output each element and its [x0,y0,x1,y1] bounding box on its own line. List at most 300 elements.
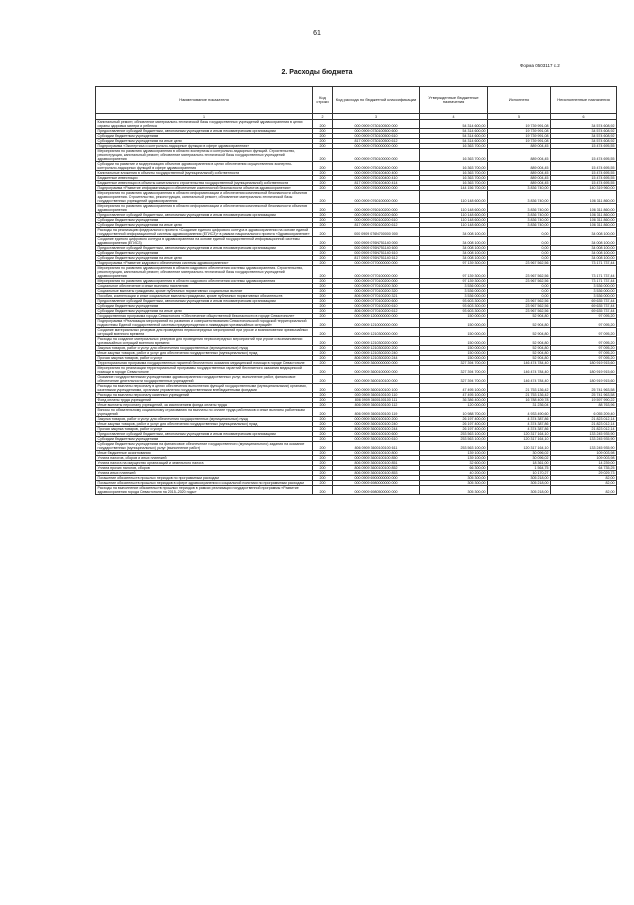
row-line-code: 200 [313,191,333,204]
row-unexecuted: 133 245 935,90 [551,442,617,451]
row-line-code: 200 [313,337,333,346]
column-number: 1 [96,114,313,120]
table-row [96,120,617,129]
row-executed: 3 836 740,00 [488,191,551,204]
row-name: Мероприятия по развитию здравоохранения в области кадрового обеспечения системы здравоохранения [96,279,313,284]
row-executed: 3 836 740,00 [488,186,551,191]
row-executed: 0,00 [488,246,551,251]
row-budget-code: 000 0909 0750100400 000 [333,162,420,171]
row-unexecuted: 97 095,20 [551,337,617,346]
row-approved: 150 000,00 [420,314,488,319]
row-name: Закупка товаров, работ и услуг для обеспечения государственных (муниципальных) нужд [96,346,313,351]
row-executed: 52 904,80 [488,346,551,351]
row-budget-code: 817 0909 0760100200 612 [333,223,420,228]
row-unexecuted: 106 311 860,00 [551,213,617,218]
row-approved: 139 100,00 [420,451,488,456]
column-number: 6 [551,114,617,120]
table-row [96,149,617,162]
row-unexecuted: 180 919 915,60 [551,375,617,384]
row-executed: 889 004,45 [488,149,551,162]
row-unexecuted: 34 574 608,92 [551,134,617,139]
row-line-code: 200 [313,481,333,486]
row-budget-code: 000 0909 0770100000 000 [333,266,420,279]
row-name: Уплата иных платежей [96,471,313,476]
row-line-code: 200 [313,261,333,266]
row-budget-code: 000 0909 3600100100 200 [333,417,420,422]
row-name: Иные выплаты персоналу учреждений, за исключением фонда оплаты труда [96,403,313,408]
row-executed: 52 904,80 [488,337,551,346]
row-line-code: 200 [313,251,333,256]
row-approved: 16 363 700,00 [420,176,488,181]
row-name: Мероприятия по развитию здравоохранения в области экспертизы и контрольно-надзорных функций. Строительство, реконструкция, капитальный ремонт, обновление материально-технической базы государственных учреждений здравоохранения [96,149,313,162]
row-approved: 16 363 700,00 [420,149,488,162]
row-budget-code: 000 0909 3600100100 000 [333,375,420,384]
row-unexecuted: 109 003,98 [551,456,617,461]
row-executed: 30 096,02 [488,456,551,461]
row-line-code: 200 [313,461,333,466]
row-executed: 23 967 562,56 [488,299,551,304]
table-body [96,120,617,495]
row-unexecuted: 73 171 737,44 [551,279,617,284]
row-unexecuted: 34 574 608,92 [551,129,617,134]
row-approved: 54 314 600,00 [420,134,488,139]
row-line-code: 200 [313,328,333,337]
table-row [96,319,617,328]
row-executed: 23 967 562,56 [488,266,551,279]
row-line-code: 200 [313,356,333,361]
row-line-code: 200 [313,176,333,181]
row-approved: 66 300,00 [420,466,488,471]
row-executed: 305 218,00 [488,486,551,495]
row-line-code: 200 [313,346,333,351]
row-approved: 150 000,00 [420,356,488,361]
row-approved: 93 603 300,00 [420,309,488,314]
row-unexecuted: 21 823 012,14 [551,427,617,432]
row-name: Предоставление субсидий бюджетным, автономным учреждениям и иным некоммерческим организациям [96,299,313,304]
row-line-code: 200 [313,314,333,319]
row-name: Субсидии бюджетным учреждениям [96,134,313,139]
row-executed: 0,00 [488,237,551,246]
row-executed: 120 317 164,10 [488,442,551,451]
row-budget-code: 000 0909 3600000000 000 [333,361,420,366]
row-unexecuted: 73 171 737,44 [551,266,617,279]
row-line-code: 200 [313,476,333,481]
row-budget-code: 000 0909 0770000000 000 [333,261,420,266]
row-budget-code: 000 0909 6980000000 000 [333,481,420,486]
row-name: Предоставление субсидий бюджетным, автономным учреждениям и иным некоммерческим организациям [96,246,313,251]
row-unexecuted: 15 474 695,55 [551,176,617,181]
row-name: Мероприятия по развитию здравоохранения в области информатизации и обеспечения комплексной безопасности объектов здравоохранения [96,204,313,213]
row-line-code: 200 [313,366,333,375]
row-budget-code: 000 0909 0760100000 000 [333,191,420,204]
column-number: 5 [488,114,551,120]
row-executed: 52 904,80 [488,319,551,328]
row-line-code: 200 [313,149,333,162]
row-approved: 3 536 000,00 [420,289,488,294]
row-unexecuted: 14 239,00 [551,461,617,466]
row-approved: 150 000,00 [420,346,488,351]
row-line-code: 200 [313,427,333,432]
row-name: Субсидии на развитие и модернизацию объектов здравоохранения в целях обеспечения осуществления экспертно-контрольно-надзорных функций в сфере здравоохранения [96,162,313,171]
row-approved: 26 197 400,00 [420,422,488,427]
row-unexecuted: 3 536 000,00 [551,294,617,299]
row-approved: 26 197 400,00 [420,417,488,422]
row-name: Подпрограмма «Экспертиза и контрольно-надзорные функции в сфере здравоохранения» [96,144,313,149]
row-line-code: 200 [313,299,333,304]
table-row [96,366,617,375]
row-line-code: 200 [313,422,333,427]
table-row [96,186,617,191]
row-budget-code: 000 0909 0760000000 000 [333,186,420,191]
header-budget-code: Код расхода по бюджетной классификации [333,87,420,114]
row-name: Субсидии бюджетным учреждениям на иные цели [96,256,313,261]
row-unexecuted: 34 008 100,00 [551,237,617,246]
row-budget-code: 806 0909 3600100100 244 [333,427,420,432]
row-name: Субсидии бюджетным учреждениям [96,437,313,442]
row-executed: 0,00 [488,251,551,256]
row-line-code: 200 [313,228,333,237]
row-line-code: 200 [313,129,333,134]
row-name: Субсидии бюджетным учреждениям [96,304,313,309]
row-name: Подпрограмма «Реализация мероприятий по развитию и совершенствованию Севастопольской городской территориальной подсистемы Единой государственной системы предупреждения и ликвидации чрезвычайных ситуаций» [96,319,313,328]
row-name: Подпрограмма «Развитие кадрового обеспечения системы здравоохранения» [96,261,313,266]
row-approved: 34 008 100,00 [420,251,488,256]
row-line-code: 200 [313,186,333,191]
header-unexecuted: Неисполненные назначения [551,87,617,114]
header-executed: Исполнено [488,87,551,114]
row-name: Подпрограмма «Развитие информатизации и обеспечение комплексной безопасности объектов здравоохранения» [96,186,313,191]
row-budget-code: 817 0909 076N751140 612 [333,256,420,261]
row-unexecuted: 82,00 [551,486,617,495]
row-executed: 1 564,75 [488,466,551,471]
table-row [96,476,617,481]
table-row [96,461,617,466]
row-executed: 305 218,00 [488,476,551,481]
row-budget-code: 806 0909 3600100100 852 [333,466,420,471]
row-budget-code: 000 0909 0730100500 000 [333,120,420,129]
row-budget-code: 817 0909 0730100500 612 [333,139,420,144]
row-executed: 19 739 991,08 [488,129,551,134]
row-line-code: 200 [313,144,333,149]
row-name: Пособия, компенсации и иные социальные выплаты гражданам, кроме публичных нормативных обязательств [96,294,313,299]
row-name: Расходы на создание материальных резервов для проведения первоочередных мероприятий при угрозе и возникновении чрезвычайных ситуаций военного времени [96,337,313,346]
expenses-table [95,86,617,495]
row-executed: 146 474 784,40 [488,366,551,375]
row-approved: 54 314 600,00 [420,129,488,134]
table-row [96,204,617,213]
row-approved: 139 100,00 [420,456,488,461]
table-row [96,314,617,319]
row-line-code: 200 [313,246,333,251]
row-executed: 120 317 164,10 [488,437,551,442]
table-row [96,384,617,393]
row-budget-code: 000 0909 0760100200 600 [333,213,420,218]
row-line-code: 200 [313,456,333,461]
row-executed: 4 374 387,86 [488,417,551,422]
row-budget-code: 000 0909 0770100200 320 [333,289,420,294]
row-budget-code: 000 0909 076N751140 000 [333,237,420,246]
table-row [96,223,617,228]
row-executed: 3 836 740,00 [488,213,551,218]
table-header-row [96,87,617,114]
row-unexecuted: 106 311 860,00 [551,218,617,223]
row-name: Субсидии бюджетным учреждениям [96,218,313,223]
row-line-code: 200 [313,120,333,129]
row-unexecuted: 109 003,98 [551,451,617,456]
row-approved: 16 363 700,00 [420,162,488,171]
row-line-code: 200 [313,309,333,314]
row-approved: 10 988 700,00 [420,408,488,417]
table-row [96,351,617,356]
row-budget-code: 806 0909 3600100100 111 [333,398,420,403]
row-line-code: 200 [313,417,333,422]
row-unexecuted: 106 311 860,00 [551,223,617,228]
row-name: Иные бюджетные ассигнования [96,451,313,456]
page-number: 61 [313,30,321,37]
row-executed: 0,00 [488,228,551,237]
row-line-code: 200 [313,442,333,451]
row-budget-code: 000 0909 1200000000 000 [333,314,420,319]
row-approved: 110 148 600,00 [420,218,488,223]
row-executed: 21 753 136,42 [488,393,551,398]
table-row [96,129,617,134]
row-approved: 36 386 400,00 [420,398,488,403]
row-budget-code: 806 0909 3600100100 853 [333,471,420,476]
row-name: Субсидии бюджетным учреждениям [96,251,313,256]
row-executed: 0,00 [488,256,551,261]
row-approved: 40 200,00 [420,471,488,476]
row-executed: 23 967 562,56 [488,304,551,309]
row-unexecuted: 3 536 000,00 [551,284,617,289]
row-name: Субсидии бюджетным учреждениям на иные цели [96,309,313,314]
row-budget-code: 000 0909 3600100100 110 [333,393,420,398]
row-unexecuted: 180 919 915,60 [551,366,617,375]
row-executed: 31 236,04 [488,403,551,408]
row-unexecuted: 97 095,20 [551,314,617,319]
table-row [96,299,617,304]
row-line-code: 200 [313,266,333,279]
row-line-code: 200 [313,213,333,218]
row-budget-code: 000 0909 3600100000 000 [333,366,420,375]
table-row [96,403,617,408]
row-budget-code: 000 0909 0770100200 300 [333,284,420,289]
table-row [96,213,617,218]
row-unexecuted: 88 763,96 [551,403,617,408]
header-line-code: Код строки [313,87,333,114]
table-row [96,346,617,351]
row-executed: 10 170,27 [488,471,551,476]
row-budget-code: 000 0909 076N751140 610 [333,251,420,256]
row-executed: 52 904,80 [488,351,551,356]
row-line-code: 200 [313,304,333,309]
row-unexecuted: 97 095,20 [551,328,617,337]
row-approved: 120 000,00 [420,403,488,408]
row-unexecuted: 133 245 935,90 [551,437,617,442]
row-executed: 120 317 164,10 [488,432,551,437]
row-executed: 30 096,02 [488,451,551,456]
table-row [96,191,617,204]
row-unexecuted: 34 008 100,00 [551,251,617,256]
row-budget-code: 000 0909 3600100100 100 [333,384,420,393]
table-row [96,337,617,346]
row-approved: 253 563 100,00 [420,442,488,451]
row-line-code: 200 [313,223,333,228]
row-name: Государственная программа города Севастополя «Обеспечение общественной безопасности в городе Севастополе» [96,314,313,319]
row-budget-code: 000 0909 1210300000 000 [333,328,420,337]
row-executed: 146 474 784,40 [488,375,551,384]
row-approved: 54 314 600,00 [420,120,488,129]
row-executed: 889 004,45 [488,171,551,176]
row-approved: 327 394 700,00 [420,366,488,375]
row-line-code: 200 [313,408,333,417]
row-line-code: 200 [313,384,333,393]
row-line-code: 200 [313,284,333,289]
row-unexecuted: 15 474 695,55 [551,149,617,162]
row-budget-code: 000 0909 1210000000 000 [333,319,420,328]
row-name: Уплата прочих налогов, сборов [96,466,313,471]
row-executed: 19 739 991,08 [488,120,551,129]
table-row [96,422,617,427]
row-line-code: 200 [313,375,333,384]
row-unexecuted: 34 008 100,00 [551,246,617,251]
row-name: Расходы на реализацию федерального проекта «Создание единого цифрового контура в здравоохранении на основе единой государственной информационной системы здравоохранения (ЕГИСЗ)» в рамках национального проекта «Здравоохранение» [96,228,313,237]
column-number: 4 [420,114,488,120]
row-line-code: 200 [313,398,333,403]
table-row [96,162,617,171]
row-approved: 110 148 600,00 [420,191,488,204]
row-approved: 3 536 000,00 [420,284,488,289]
row-approved: 110 148 600,00 [420,213,488,218]
table-row [96,432,617,437]
row-approved: 110 148 600,00 [420,223,488,228]
row-approved: 47 495 100,00 [420,393,488,398]
row-unexecuted: 64 735,25 [551,466,617,471]
row-executed: 0,00 [488,289,551,294]
row-approved: 93 603 300,00 [420,304,488,309]
row-unexecuted: 69 635 737,44 [551,299,617,304]
table-row [96,442,617,451]
row-unexecuted: 82,00 [551,476,617,481]
table-row [96,328,617,337]
table-row [96,393,617,398]
row-executed: 889 004,45 [488,181,551,186]
table-row [96,309,617,314]
row-budget-code: 817 0909 0750100400 414 [333,181,420,186]
row-unexecuted: 34 574 608,92 [551,139,617,144]
table-row [96,181,617,186]
row-approved: 34 008 100,00 [420,256,488,261]
row-unexecuted: 69 635 737,44 [551,309,617,314]
row-approved: 34 008 100,00 [420,228,488,237]
row-unexecuted: 180 919 915,60 [551,361,617,366]
row-line-code: 200 [313,134,333,139]
table-row [96,228,617,237]
row-line-code: 200 [313,256,333,261]
row-approved: 54 314 600,00 [420,139,488,144]
row-executed: 3 836 740,00 [488,218,551,223]
table-row [96,261,617,266]
form-code: Форма 0503117 с.2 [520,63,560,68]
row-name: Капитальные вложения в объекты государственной (муниципальной) собственности [96,171,313,176]
row-name: Иные закупки товаров, работ и услуг для обеспечения государственных (муниципальных) нужд [96,351,313,356]
row-line-code: 200 [313,289,333,294]
row-unexecuted: 29 029,73 [551,471,617,476]
row-unexecuted: 82,00 [551,481,617,486]
row-approved: 110 148 600,00 [420,204,488,213]
row-approved: 32 600,00 [420,461,488,466]
row-name: Капитальный ремонт, обновление материально-технической базы государственных учреждений здравоохранения в целях охраны здоровья матери и ребенка [96,120,313,129]
row-executed: 19 739 991,08 [488,139,551,144]
row-line-code: 200 [313,393,333,398]
row-name: Территориальная программа государственных гарантий бесплатного оказания медицинской помощи в городе Севастополе [96,361,313,366]
row-name: Взносы по обязательному социальному страхованию на выплаты по оплате труда работников и иные выплаты работникам учреждений [96,408,313,417]
row-line-code: 200 [313,204,333,213]
row-approved: 97 139 300,00 [420,279,488,284]
row-budget-code: 000 0909 0770100200 610 [333,304,420,309]
row-name: Мероприятия по развитию здравоохранения в области информатизации и обеспечения комплексной безопасности объектов здравоохранения. Строительство, реконструкция, капитальный ремонт, обновление материально-технической базы государственных учреждений здравоохранения [96,191,313,204]
row-approved: 16 363 700,00 [420,181,488,186]
row-line-code: 200 [313,451,333,456]
row-line-code: 200 [313,351,333,356]
row-unexecuted: 19 597 990,22 [551,398,617,403]
table-row [96,375,617,384]
row-approved: 305 300,00 [420,481,488,486]
row-name: Расходы на выполнение обязательств прошлых периодов в рамках реализации государственной программы «Развитие здравоохранения города Севастополя на 2015–2020 годы» [96,486,313,495]
row-unexecuted: 15 474 695,55 [551,171,617,176]
row-approved: 16 363 700,00 [420,144,488,149]
table-row [96,144,617,149]
row-unexecuted: 25 741 963,58 [551,393,617,398]
row-budget-code: 806 0909 1210300200 244 [333,356,420,361]
row-line-code: 200 [313,181,333,186]
row-budget-code: 806 0909 3600100100 851 [333,461,420,466]
row-name: Создание единого цифрового контура в здравоохранении на основе единой государственной информационной системы здравоохранения (ЕГИСЗ) [96,237,313,246]
row-approved: 26 197 400,00 [420,427,488,432]
row-line-code: 200 [313,162,333,171]
row-line-code: 200 [313,279,333,284]
row-budget-code: 000 0909 3600100100 240 [333,422,420,427]
row-name: Мероприятия по развитию здравоохранения в области кадрового обеспечения системы здравоохранения. Строительство, реконструкция, капитальный ремонт, обновление материально-технической базы государственных учреждений здравоохранения [96,266,313,279]
row-name: Погашение обязательств прошлых периодов в сфере здравоохранения и социальной политики по программным расходам [96,481,313,486]
row-line-code: 200 [313,466,333,471]
table-row [96,266,617,279]
row-name: Субсидии бюджетным учреждениям на финансовое обеспечение государственного (муниципального) задания на оказание государственных (муниципальных) услуг (выполнение работ) [96,442,313,451]
header-approved: Утвержденные бюджетные назначения [420,87,488,114]
row-name: Оказание государственными учреждениями здравоохранения государственных услуг, выполнение работ, финансовое обеспечение деятельности государственных учреждений [96,375,313,384]
row-executed: 889 004,45 [488,176,551,181]
row-unexecuted: 73 171 737,44 [551,261,617,266]
row-executed: 19 739 991,08 [488,134,551,139]
row-executed: 889 004,45 [488,162,551,171]
row-name: Предоставление субсидий бюджетным, автономным учреждениям и иным некоммерческим организациям [96,129,313,134]
row-approved: 97 139 300,00 [420,261,488,266]
row-unexecuted: 21 823 012,14 [551,417,617,422]
row-name: Субсидии бюджетным учреждениям на иные цели [96,139,313,144]
row-name: Создание материальных резервов для проведения первоочередных мероприятий при угрозе и возникновении чрезвычайных ситуаций военного времени [96,328,313,337]
row-approved: 47 495 100,00 [420,384,488,393]
row-budget-code: 806 0909 3600100100 119 [333,408,420,417]
row-executed: 52 904,80 [488,356,551,361]
row-executed: 0,00 [488,294,551,299]
table-row [96,171,617,176]
row-budget-code: 000 0909 0760100200 610 [333,218,420,223]
table-row [96,481,617,486]
row-budget-code: 000 0909 6980500000 000 [333,486,420,495]
row-approved: 253 563 100,00 [420,432,488,437]
row-line-code: 200 [313,319,333,328]
row-budget-code: 000 0909 0750100000 000 [333,149,420,162]
row-executed: 4 374 387,86 [488,427,551,432]
